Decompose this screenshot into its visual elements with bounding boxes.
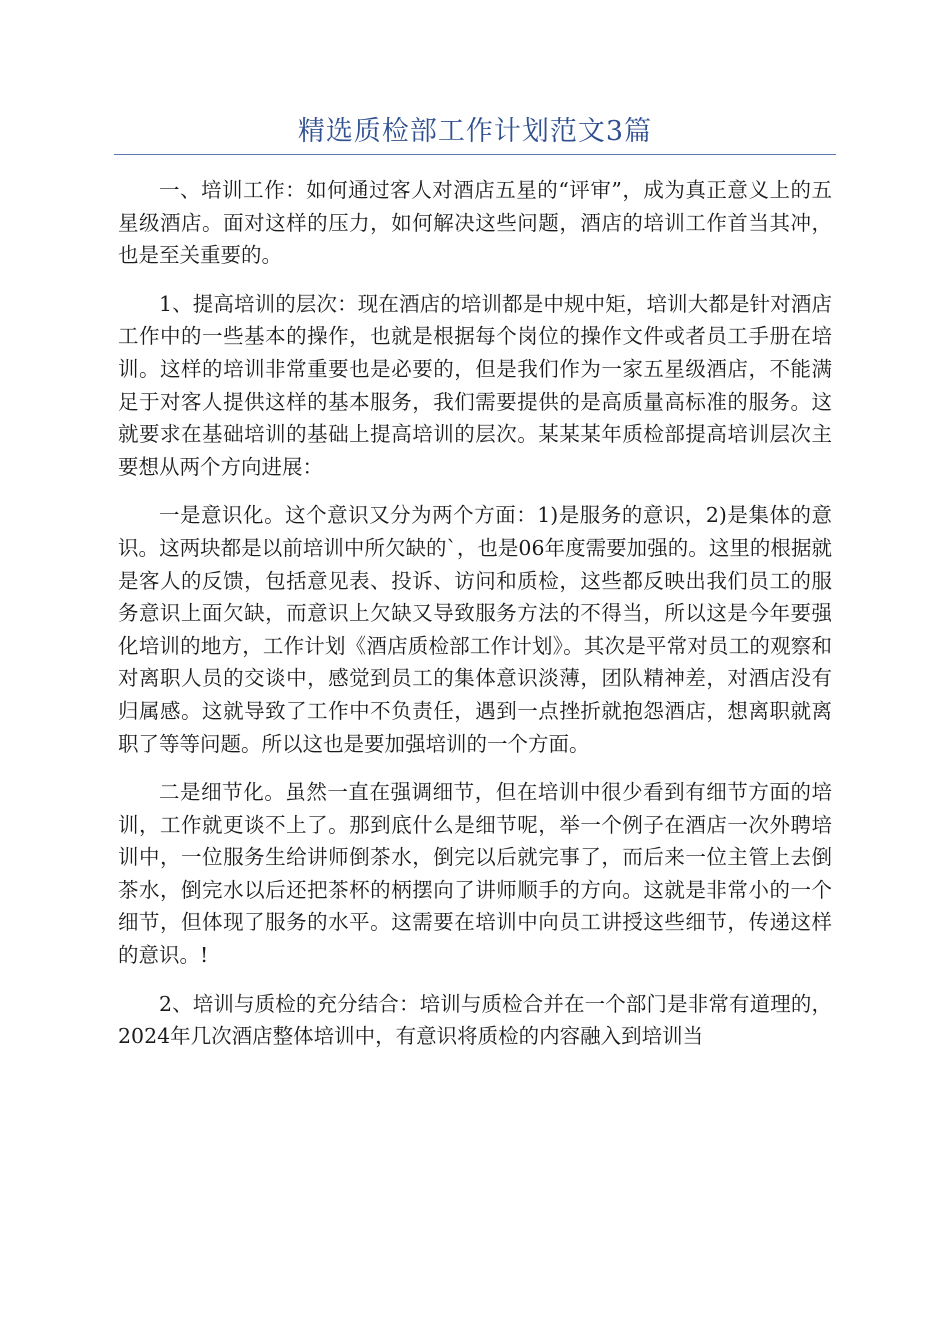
paragraph-awareness: 一是意识化。这个意识又分为两个方面：1)是服务的意识，2)是集体的意识。这两块都是以前培训中所欠缺的`，也是06年度需要加强的。这里的根据就是客人的反馈，包括意见表、投诉、访问和质检，这些都反映出我们员工的服务意识上面欠缺，而意识上欠缺又导致服务方法的不得当，所以这是今年要强化培训的地方，工作计划《酒店质检部工作计划》。其次是平常对员工的观察和对离职人员的交谈中，感觉到员工的集体意识淡薄，团队精神差，对酒店没有归属感。这就导致了工作中不负责任，遇到一点挫折就抱怨酒店，想离职就离职了等等问题。所以这也是要加强培训的一个方面。	[118, 503, 832, 756]
paragraph-training-quality-combination: 2、培训与质检的充分结合：培训与质检合并在一个部门是非常有道理的，2024年几次酒店整体培训中，有意识将质检的内容融入到培训当	[118, 991, 832, 1049]
paragraph-training-level: 1、提高培训的层次：现在酒店的培训都是中规中矩，培训大都是针对酒店工作中的一些基本的操作，也就是根据每个岗位的操作文件或者员工手册在培训。这样的培训非常重要也是必要的，但是我们作为一家五星级酒店，不能满足于对客人提供这样的基本服务，我们需要提供的是高质量高标准的服务。这就要求在基础培训的基础上提高培训的层次。某某某年质检部提高培训层次主要想从两个方向进展：	[118, 291, 832, 479]
paragraph-training-work: 一、培训工作：如何通过客人对酒店五星的“评审”，成为真正意义上的五星级酒店。面对这样的压力，如何解决这些问题，酒店的培训工作首当其冲，也是至关重要的。	[118, 178, 832, 268]
document-body	[118, 174, 832, 1069]
title-underline	[114, 154, 836, 155]
paragraph-detail: 二是细节化。虽然一直在强调细节，但在培训中很少看到有细节方面的培训，工作就更谈不上了。那到底什么是细节呢，举一个例子在酒店一次外聘培训中，一位服务生给讲师倒茶水，倒完以后就完事了，而后来一位主管上去倒茶水，倒完水以后还把茶杯的柄摆向了讲师顺手的方向。这就是非常小的一个细节，但体现了服务的水平。这需要在培训中向员工讲授这些细节，传递这样的意识。!	[118, 780, 832, 968]
document-title: 精选质检部工作计划范文3篇	[297, 116, 653, 147]
